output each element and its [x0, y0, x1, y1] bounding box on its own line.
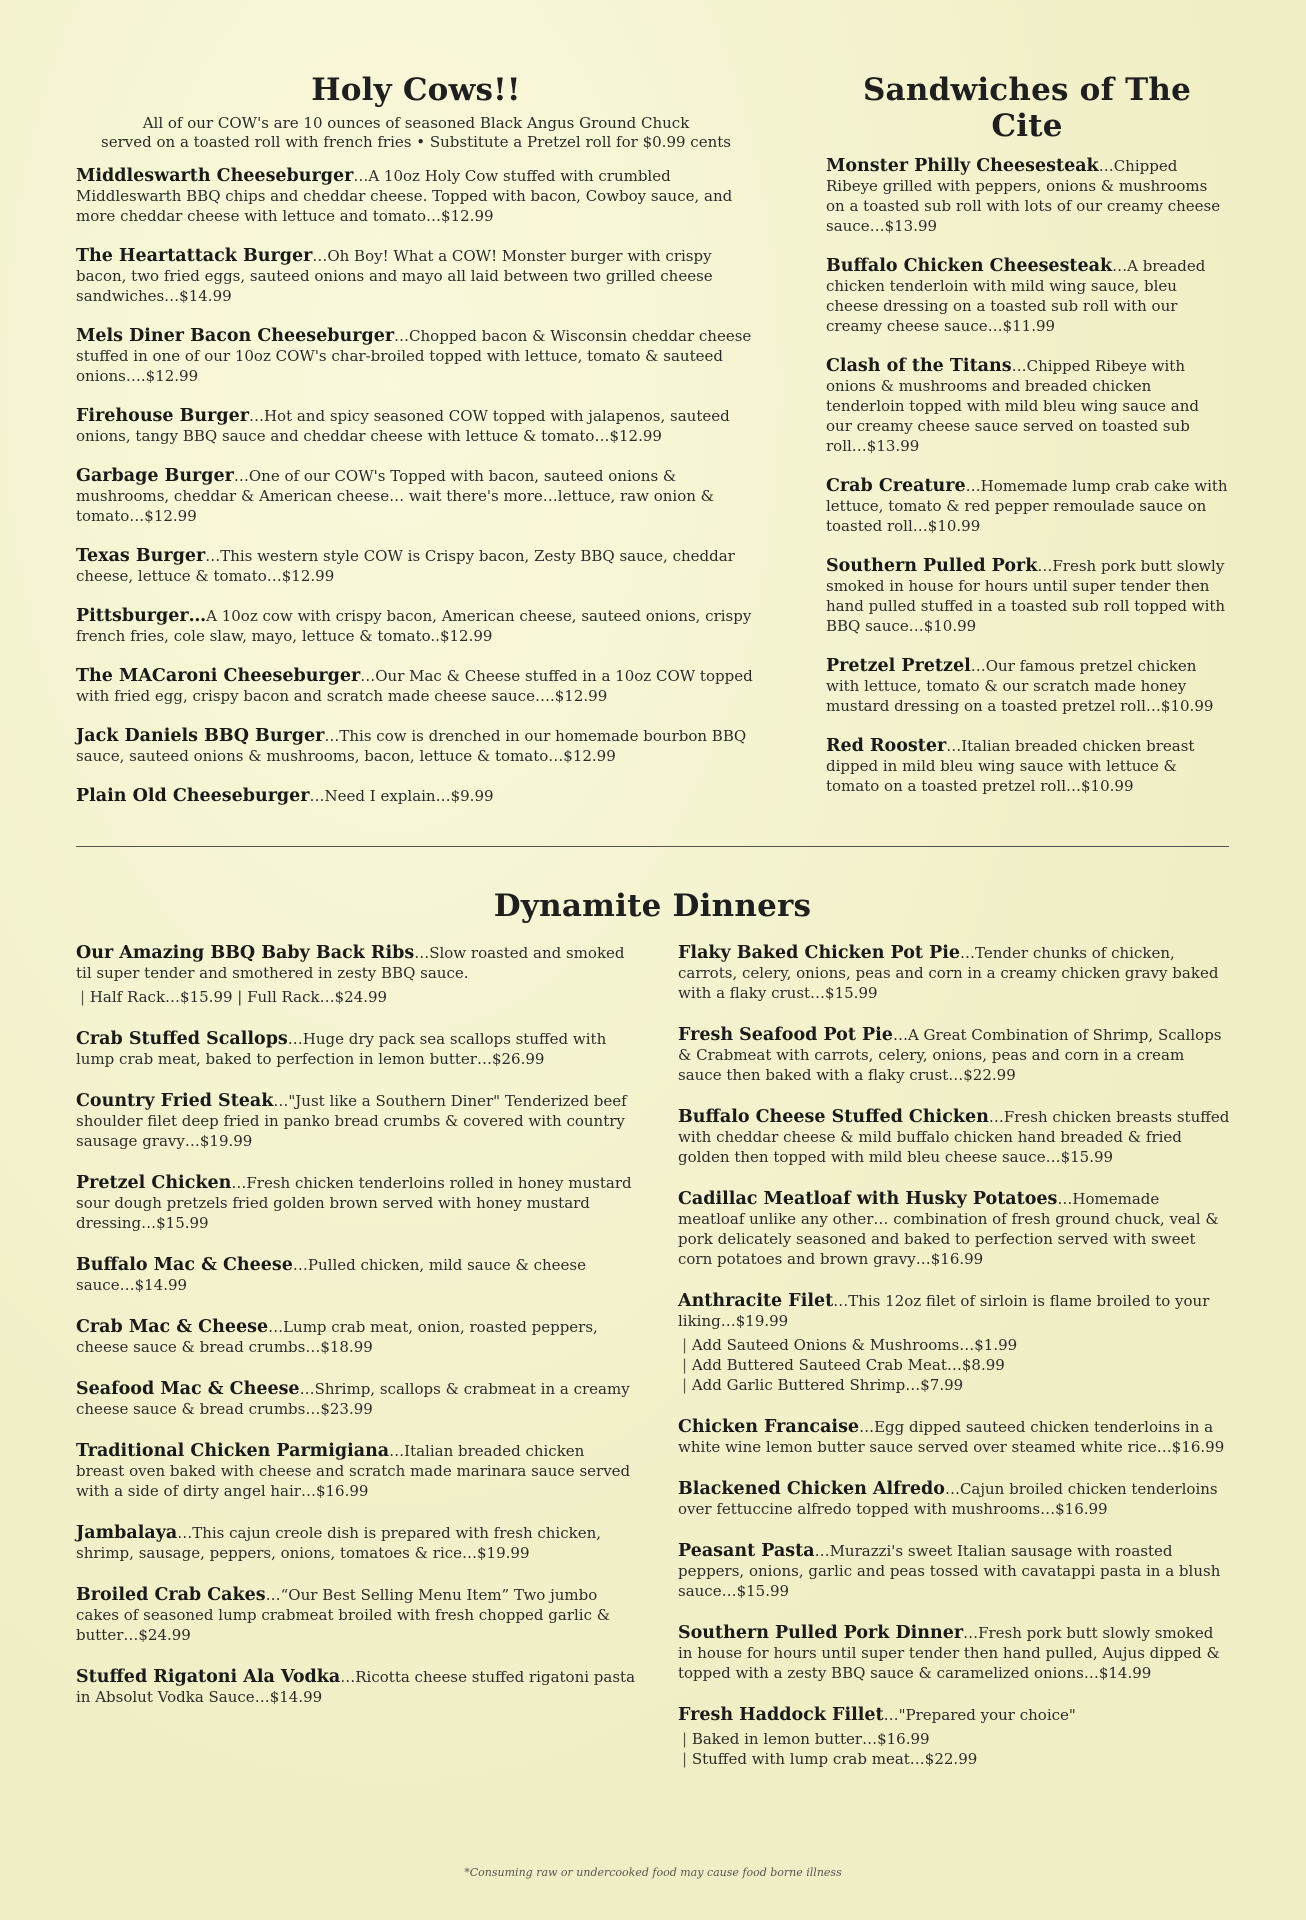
menu-item-name: Southern Pulled Pork: [826, 556, 1038, 576]
menu-item-name: Southern Pulled Pork Dinner: [678, 1623, 964, 1643]
menu-item-option: | Stuffed with lump crab meat…$22.99: [678, 1749, 1230, 1769]
menu-item-description: …"Just like a Southern Diner" Tenderized beef shoulder filet deep fried in panko bread crumbs & covered with country sausage gravy…$19.99: [76, 1092, 627, 1150]
menu-item-description: …Fresh pork butt slowly smoked in house for hours until super tender then hand pulled, Aujus dipped & topped with a zesty BBQ sauce & caramelized onions…$14.99: [678, 1624, 1220, 1682]
dinners-header: [76, 888, 1229, 924]
menu-item-name: The MACaroni Cheeseburger: [76, 666, 361, 686]
menu-item-description: …This cow is drenched in our homemade bourbon BBQ sauce, sauteed onions & mushrooms, bacon, lettuce & tomato…$12.99: [76, 727, 747, 765]
menu-item: [678, 1417, 1230, 1457]
menu-item: [826, 156, 1228, 236]
menu-item: [678, 1479, 1230, 1519]
menu-item-description: …"Prepared your choice": [883, 1706, 1076, 1724]
menu-item-name: Chicken Francaise: [678, 1417, 860, 1437]
menu-item-description: …Egg dipped sauteed chicken tenderloins in a white wine lemon butter sauce served over steamed white rice…$16.99: [678, 1418, 1225, 1456]
menu-item-name: Jack Daniels BBQ Burger: [76, 726, 325, 746]
menu-item-name: Seafood Mac & Cheese: [76, 1379, 300, 1399]
menu-item-option: | Half Rack…$15.99 | Full Rack…$24.99: [76, 987, 636, 1007]
menu-item: [678, 1623, 1230, 1683]
menu-item-description: …This 12oz filet of sirloin is flame broiled to your liking…$19.99: [678, 1292, 1210, 1330]
menu-item: [76, 1441, 636, 1501]
menu-item: [826, 556, 1228, 636]
dinners-left-column: [76, 943, 636, 1729]
intro-line: served on a toasted roll with french fries • Substitute a Pretzel roll for $0.99 cents: [101, 133, 731, 151]
menu-item: [76, 1523, 636, 1563]
menu-item-name: Buffalo Mac & Cheese: [76, 1255, 293, 1275]
menu-item-name: Cadillac Meatloaf with Husky Potatoes: [678, 1189, 1058, 1209]
menu-item: [826, 356, 1228, 456]
menu-item-name: Plain Old Cheeseburger: [76, 786, 310, 806]
menu-item-name: Buffalo Cheese Stuffed Chicken: [678, 1107, 989, 1127]
menu-item-description: …One of our COW's Topped with bacon, sauteed onions & mushrooms, cheddar & American cheese… wait there's more…lettuce, raw onion & tomato…$12.99: [76, 467, 715, 525]
menu-item: [76, 606, 756, 646]
menu-item-name: Anthracite Filet: [678, 1291, 834, 1311]
menu-item-option: | Add Buttered Sauteed Crab Meat…$8.99: [678, 1355, 1230, 1375]
menu-item-description: …This western style COW is Crispy bacon, Zesty BBQ sauce, cheddar cheese, lettuce & tomato…$12.99: [76, 547, 735, 585]
menu-item: [76, 1585, 636, 1645]
menu-item-description: …Fresh chicken breasts stuffed with cheddar cheese & mild buffalo chicken hand breaded & fried golden then topped with mild bleu cheese sauce…$15.99: [678, 1108, 1230, 1166]
menu-item-description: …Homemade meatloaf unlike any other… combination of fresh ground chuck, veal & pork delicately seasoned and baked to perfection served with sweet corn potatoes and brown gravy…$16.99: [678, 1190, 1219, 1268]
sandwiches-list: [826, 156, 1228, 796]
menu-item: [76, 1255, 636, 1295]
menu-item-option: | Add Garlic Buttered Shrimp…$7.99: [678, 1375, 1230, 1395]
menu-item: [678, 943, 1230, 1003]
menu-item-description: …Chipped Ribeye with onions & mushrooms and breaded chicken tenderloin topped with mild bleu wing sauce and our creamy cheese sauce served on toasted sub roll…$13.99: [826, 357, 1199, 455]
menu-item: [76, 786, 756, 806]
menu-item: [826, 256, 1228, 336]
menu-item-name: Pretzel Chicken: [76, 1173, 232, 1193]
menu-item-description: …Ricotta cheese stuffed rigatoni pasta in Absolut Vodka Sauce…$14.99: [76, 1668, 636, 1706]
menu-item: [76, 406, 756, 446]
menu-item-description: …Chopped bacon & Wisconsin cheddar cheese stuffed in one of our 10oz COW's char-broiled topped with lettuce, tomato & sauteed onions….$12.99: [76, 327, 752, 385]
menu-item-name: Texas Burger: [76, 546, 206, 566]
menu-item-description: …Pulled chicken, mild sauce & cheese sauce…$14.99: [76, 1256, 586, 1294]
menu-item-name: Fresh Haddock Fillet: [678, 1705, 884, 1725]
footnote: *Consuming raw or undercooked food may cause food borne illness: [464, 1866, 842, 1879]
menu-item-name: Peasant Pasta: [678, 1541, 815, 1561]
menu-item-name: Country Fried Steak: [76, 1091, 274, 1111]
menu-item: [76, 1173, 636, 1233]
sandwiches-section: [826, 72, 1228, 816]
menu-item-name: Monster Philly Cheesesteak: [826, 156, 1099, 176]
menu-item-description: …Our famous pretzel chicken with lettuce, tomato & our scratch made honey mustard dressing on a toasted pretzel roll…$10.99: [826, 657, 1214, 715]
menu-item: [76, 326, 756, 386]
menu-item-description: …A Great Combination of Shrimp, Scallops & Crabmeat with carrots, celery, onions, peas and corn in a cream sauce then baked with a flaky crust…$22.99: [678, 1026, 1222, 1084]
dinners-right-column: [678, 943, 1230, 1791]
menu-item-description: …Homemade lump crab cake with lettuce, tomato & red pepper remoulade sauce on toasted roll…$10.99: [826, 477, 1228, 535]
menu-item: [76, 1029, 636, 1069]
menu-item-description: …Chipped Ribeye grilled with peppers, onions & mushrooms on a toasted sub roll with lots of our creamy cheese sauce…$13.99: [826, 157, 1221, 235]
menu-item: [76, 1091, 636, 1151]
menu-item-description: …A 10oz Holy Cow stuffed with crumbled Middleswarth BBQ chips and cheddar cheese. Topped with bacon, Cowboy sauce, and more cheddar cheese with lettuce and tomato…$12.99: [76, 167, 733, 225]
menu-item-name: Crab Mac & Cheese: [76, 1317, 269, 1337]
menu-item: [76, 1317, 636, 1357]
menu-item-description: …Need I explain…$9.99: [309, 787, 494, 805]
menu-item-description: …Italian breaded chicken breast dipped in mild bleu wing sauce with lettuce & tomato on a toasted pretzel roll…$10.99: [826, 737, 1195, 795]
menu-item-description: …Tender chunks of chicken, carrots, celery, onions, peas and corn in a creamy chicken gravy baked with a flaky crust…$15.99: [678, 944, 1219, 1002]
menu-item-description: …“Our Best Selling Menu Item” Two jumbo cakes of seasoned lump crabmeat broiled with fresh chopped garlic & butter…$24.99: [76, 1586, 611, 1644]
menu-item-description: …This cajun creole dish is prepared with fresh chicken, shrimp, sausage, peppers, onions, tomatoes & rice…$19.99: [76, 1524, 602, 1562]
section-title-sandwiches: Sandwiches of The Cite: [862, 72, 1192, 144]
menu-item-name: Garbage Burger: [76, 466, 234, 486]
menu-item-name: Our Amazing BBQ Baby Back Ribs: [76, 943, 415, 963]
menu-item-description: …Fresh pork butt slowly smoked in house for hours until super tender then hand pulled stuffed in a toasted sub roll topped with BBQ sauce…$10.99: [826, 557, 1226, 635]
menu-item-option: | Add Sauteed Onions & Mushrooms…$1.99: [678, 1335, 1230, 1355]
menu-item-description: …A breaded chicken tenderloin with mild wing sauce, bleu cheese dressing on a toasted sub roll with our creamy cheese sauce…$11.99: [826, 257, 1206, 335]
menu-item-name: Fresh Seafood Pot Pie: [678, 1025, 893, 1045]
intro-line: All of our COW's are 10 ounces of seasoned Black Angus Ground Chuck: [142, 114, 690, 132]
menu-item: [76, 246, 756, 306]
section-title-dinners: Dynamite Dinners: [493, 888, 812, 924]
menu-item: [826, 476, 1228, 536]
menu-item-name: Mels Diner Bacon Cheeseburger: [76, 326, 395, 346]
menu-item: [76, 466, 756, 526]
holy-cows-intro: [76, 114, 756, 152]
menu-item: [678, 1291, 1230, 1395]
menu-item: [76, 166, 756, 226]
menu-item-name: Stuffed Rigatoni Ala Vodka: [76, 1667, 341, 1687]
menu-item: [826, 656, 1228, 716]
menu-item-name: Pittsburger…: [76, 606, 207, 626]
holy-cows-section: [76, 72, 756, 826]
menu-item-name: Pretzel Pretzel: [826, 656, 971, 676]
menu-item: [678, 1189, 1230, 1269]
menu-item-description: A 10oz cow with crispy bacon, American cheese, sauteed onions, crispy french fries, cole slaw, mayo, lettuce & tomato..$12.99: [76, 607, 752, 645]
menu-item-description: …Italian breaded chicken breast oven baked with cheese and scratch made marinara sauce served with a side of dirty angel hair…$16.99: [76, 1442, 631, 1500]
menu-item-description: …Hot and spicy seasoned COW topped with jalapenos, sauteed onions, tangy BBQ sauce and cheddar cheese with lettuce & tomato…$12.99: [76, 407, 730, 445]
section-divider: [76, 846, 1229, 847]
menu-item-name: Flaky Baked Chicken Pot Pie: [678, 943, 961, 963]
section-title-holy-cows: Holy Cows!!: [311, 72, 521, 108]
menu-item: [76, 1667, 636, 1707]
menu-item-name: Blackened Chicken Alfredo: [678, 1479, 945, 1499]
menu-item-name: Broiled Crab Cakes: [76, 1585, 266, 1605]
menu-item-name: Jambalaya: [76, 1523, 178, 1543]
menu-item-description: …Fresh chicken tenderloins rolled in honey mustard sour dough pretzels fried golden brown served with honey mustard dressing…$15.99: [76, 1174, 632, 1232]
menu-item: [76, 1379, 636, 1419]
menu-item-description: …Huge dry pack sea scallops stuffed with lump crab meat, baked to perfection in lemon butter…$26.99: [76, 1030, 607, 1068]
menu-item: [76, 546, 756, 586]
menu-item-description: …Shrimp, scallops & crabmeat in a creamy cheese sauce & bread crumbs…$23.99: [76, 1380, 630, 1418]
menu-item: [678, 1541, 1230, 1601]
menu-item-description: …Slow roasted and smoked til super tender and smothered in zesty BBQ sauce.: [76, 944, 625, 982]
menu-item-name: Traditional Chicken Parmigiana: [76, 1441, 390, 1461]
menu-item-option: | Baked in lemon butter…$16.99: [678, 1729, 1230, 1749]
menu-item-name: Buffalo Chicken Cheesesteak: [826, 256, 1113, 276]
menu-item-name: Crab Stuffed Scallops: [76, 1029, 288, 1049]
menu-item: [678, 1107, 1230, 1167]
menu-item-description: …Cajun broiled chicken tenderloins over fettuccine alfredo topped with mushrooms…$16.99: [678, 1480, 1218, 1518]
menu-item-description: …Lump crab meat, onion, roasted peppers, cheese sauce & bread crumbs…$18.99: [76, 1318, 598, 1356]
menu-item-name: The Heartattack Burger: [76, 246, 313, 266]
menu-item: [826, 736, 1228, 796]
menu-item-name: Red Rooster: [826, 736, 947, 756]
holy-cows-list: [76, 166, 756, 806]
menu-item-description: …Oh Boy! What a COW! Monster burger with crispy bacon, two fried eggs, sauteed onions and mayo all laid between two grilled cheese sandwiches…$14.99: [76, 247, 713, 305]
menu-item-name: Middleswarth Cheeseburger: [76, 166, 354, 186]
menu-item-name: Firehouse Burger: [76, 406, 249, 426]
menu-item-name: Clash of the Titans: [826, 356, 1012, 376]
menu-item: [76, 943, 636, 1007]
menu-item: [76, 666, 756, 706]
menu-item: [678, 1705, 1230, 1769]
menu-item: [76, 726, 756, 766]
menu-item-name: Crab Creature: [826, 476, 966, 496]
menu-item-description: …Murazzi's sweet Italian sausage with roasted peppers, onions, garlic and peas tossed with cavatappi pasta in a blush sauce…$15.99: [678, 1542, 1221, 1600]
menu-item: [678, 1025, 1230, 1085]
menu-item-description: …Our Mac & Cheese stuffed in a 10oz COW topped with fried egg, crispy bacon and scratch made cheese sauce….$12.99: [76, 667, 753, 705]
